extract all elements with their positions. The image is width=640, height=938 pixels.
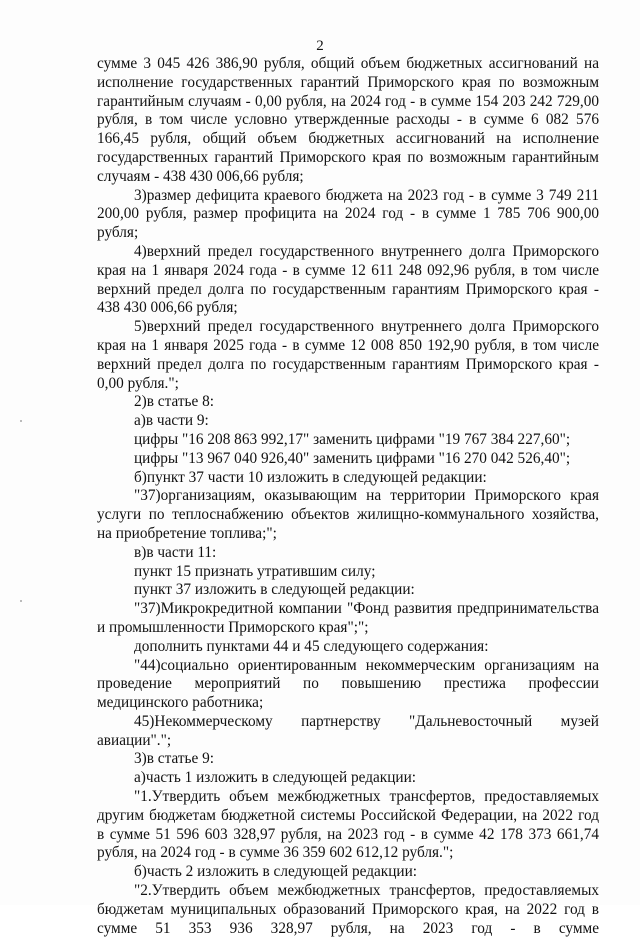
document-body: [97, 55, 599, 938]
paragraph: 2)в статье 8:: [134, 393, 215, 411]
paragraph: цифры "13 967 040 926,40" заменить цифрами "16 270 042 526,40";: [134, 449, 571, 467]
paragraph: дополнить пунктами 44 и 45 следующего содержания:: [134, 637, 489, 655]
paragraph: б)часть 2 изложить в следующей редакции:: [134, 863, 418, 881]
paragraph: "37)организациям, оказывающим на территории Приморского края услуги по теплоснабжению объектов жилищно-коммунального хозяйства, на приобретение топлива;";: [97, 487, 599, 542]
paragraph: 3)в статье 9:: [134, 750, 215, 768]
scan-mark: [20, 600, 22, 602]
paragraph: 45)Некоммерческому партнерству "Дальневосточный музей авиации".";: [97, 712, 599, 749]
paragraph: а)часть 1 изложить в следующей редакции:: [134, 769, 417, 787]
paragraph: "44)социально ориентированным некоммерческим организациям на проведение мероприятий по повышению престижа профессии медицинского работника;: [97, 656, 599, 712]
paragraph: 4)верхний предел государственного внутреннего долга Приморского края на 1 января 2024 года - в сумме 12 611 248 092,96 рубля, в том числе верхний предел долга по государственным гарантиям Приморского края - 438 430 006,66 рубля;: [97, 242, 599, 317]
page-number: 2: [316, 38, 324, 54]
paragraph: цифры "16 208 863 992,17" заменить цифрами "19 767 384 227,60";: [134, 430, 571, 448]
paragraph: пункт 37 изложить в следующей редакции:: [134, 581, 415, 599]
paragraph: 3)размер дефицита краевого бюджета на 2023 год - в сумме 3 749 211 200,00 рубля, размер профицита на 2024 год - в сумме 1 785 706 900,00 рубля;: [97, 186, 599, 242]
paragraph: "37)Микрокредитной компании "Фонд развития предпринимательства и промышленности Приморского края";";: [97, 600, 599, 636]
scan-mark: [20, 420, 22, 422]
paragraph: а)в части 9:: [134, 412, 209, 430]
paragraph: 5)верхний предел государственного внутреннего долга Приморского края на 1 января 2025 года - в сумме 12 008 850 192,90 рубля, в том числе верхний предел долга по государственным гарантиям Приморского края - 0,00 рубля.";: [97, 318, 599, 392]
paragraph: в)в части 11:: [134, 543, 217, 561]
paragraph: "2.Утвердить объем межбюджетных трансфертов, предоставляемых бюджетам муниципальных образований Приморского края, на 2022 год в сумме 51 353 936 328,97 рубля, на 2023 год - в сумме: [97, 882, 599, 937]
paragraph: б)пункт 37 части 10 изложить в следующей редакции:: [134, 468, 487, 486]
paragraph: "1.Утвердить объем межбюджетных трансфертов, предоставляемых другим бюджетам бюджетной системы Российской Федерации, на 2022 год в сумме 51 596 603 328,97 рубля, на 2023 год - в сумме 42 178 373 661,74 рубля, на 2024 год - в сумме 36 359 602 612,12 рубля.";: [97, 788, 599, 862]
paragraph: пункт 15 признать утратившим силу;: [134, 562, 376, 580]
paragraph: сумме 3 045 426 386,90 рубля, общий объем бюджетных ассигнований на исполнение государственных гарантий Приморского края по возможным гарантийным случаям - 0,00 рубля, на 2024 год - в сумме 154 203 242 729,00 рубля, в том числе условно утвержденные расходы - в сумме 6 082 576 166,45 рубля, общий объем бюджетных ассигнований на исполнение государственных гарантий Приморского края по возможным гарантийным случаям - 438 430 006,66 рубля;: [97, 55, 599, 185]
